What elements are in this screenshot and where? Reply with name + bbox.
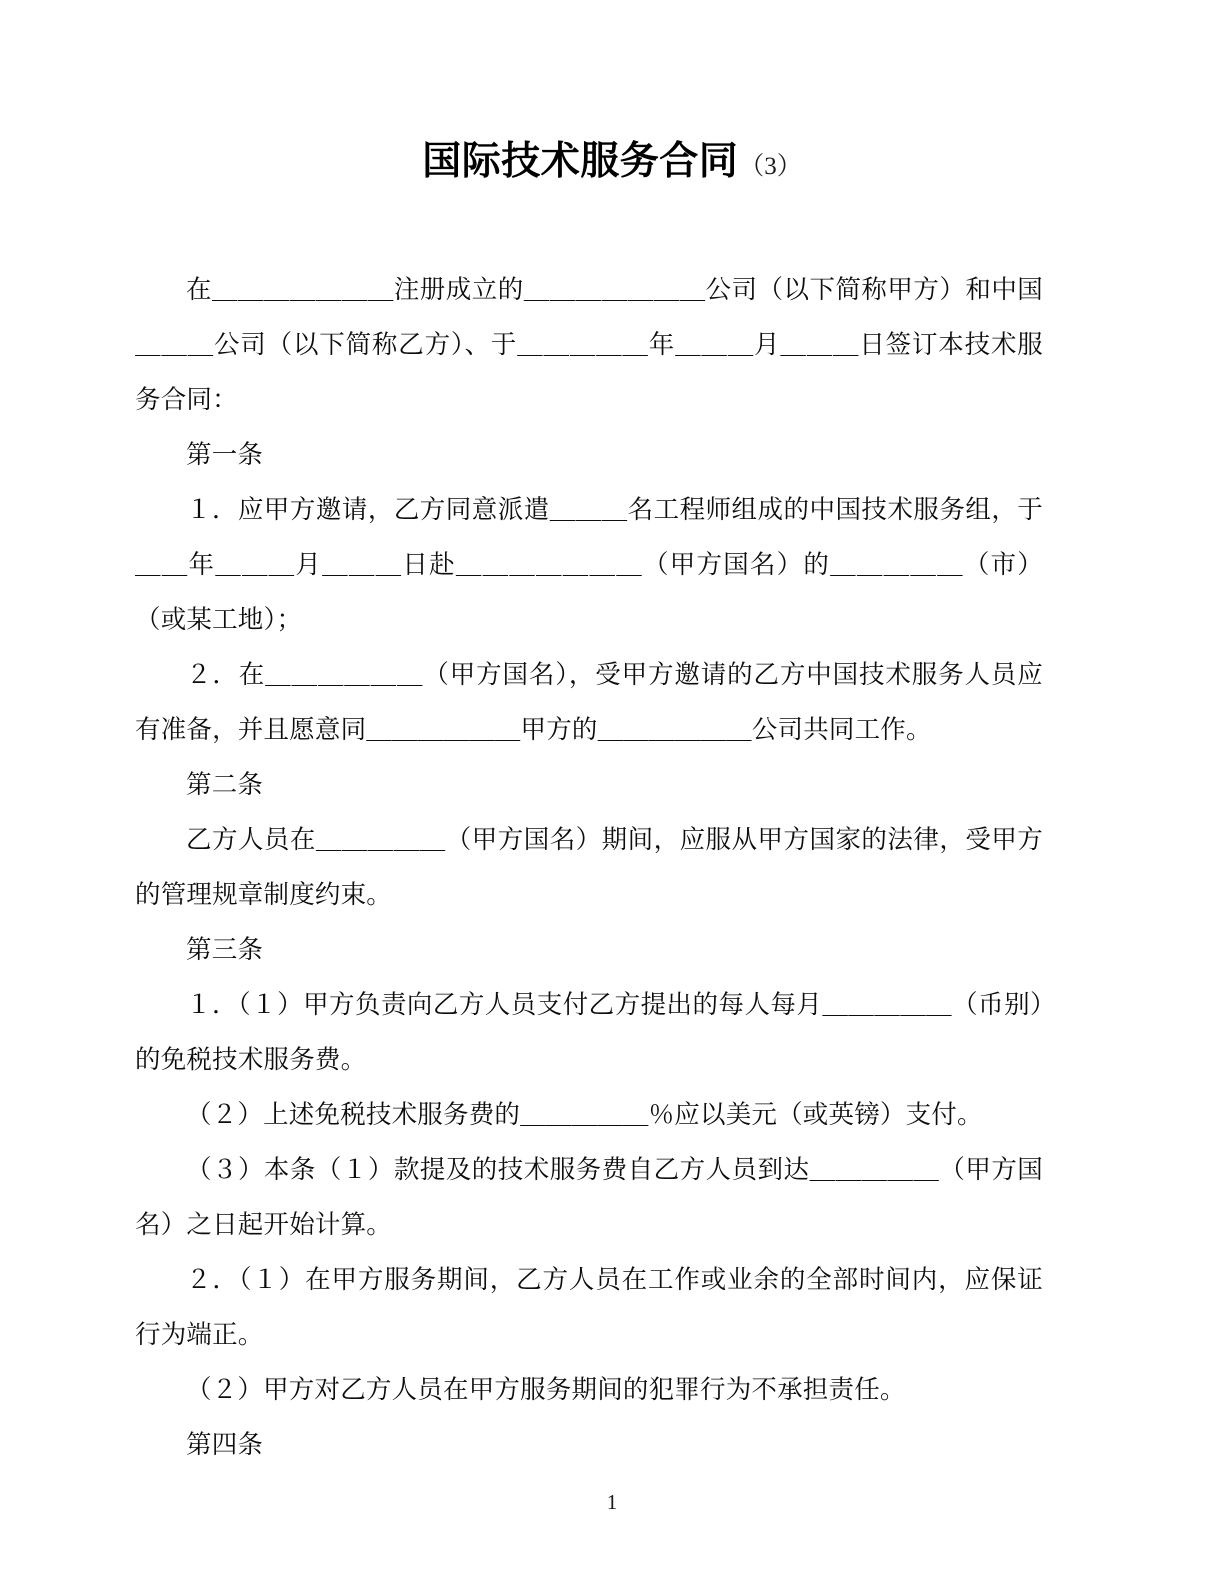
paragraph-article-3-item-2-1: ２．（１）在甲方服务期间，乙方人员在工作或业余的全部时间内，应保证行为端正。 xyxy=(135,1265,1043,1349)
paragraph-article-3-item-1-2: （２）上述免税技术服务费的＿＿＿＿＿％应以美元（或英镑）支付。 xyxy=(186,1100,983,1129)
paragraph-article-3-item-1-1: １．（１）甲方负责向乙方人员支付乙方提出的每人每月＿＿＿＿＿（币别）的免税技术服务费。 xyxy=(135,990,1043,1074)
paragraph-article-3-item-2-2: （２）甲方对乙方人员在甲方服务期间的犯罪行为不承担责任。 xyxy=(186,1375,906,1404)
paragraph-article-1-heading: 第一条 xyxy=(186,440,264,469)
paragraph-article-2-body: 乙方人员在＿＿＿＿＿（甲方国名）期间，应服从甲方国家的法律，受甲方的管理规章制度约束。 xyxy=(135,825,1043,909)
paragraph-article-3-item-1-3: （３）本条（１）款提及的技术服务费自乙方人员到达＿＿＿＿＿（甲方国名）之日起开始计算。 xyxy=(135,1155,1043,1239)
document-body xyxy=(135,262,1043,1472)
page-title-main: 国际技术服务合同 xyxy=(422,139,739,184)
paragraph-article-1-item-1: １．应甲方邀请，乙方同意派遣＿＿＿名工程师组成的中国技术服务组，于＿＿年＿＿＿月＿＿＿日赴＿＿＿＿＿＿＿（甲方国名）的＿＿＿＿＿（市）（或某工地）； xyxy=(135,495,1043,634)
page-title xyxy=(0,139,1224,184)
page-number: 1 xyxy=(606,1490,618,1514)
paragraph-article-3-heading: 第三条 xyxy=(186,935,264,964)
page-title-suffix: （3） xyxy=(739,153,802,180)
paragraph-article-2-heading: 第二条 xyxy=(186,770,264,799)
paragraph-preamble: 在＿＿＿＿＿＿＿注册成立的＿＿＿＿＿＿＿公司（以下简称甲方）和中国＿＿＿公司（以下简称乙方）、于＿＿＿＿＿年＿＿＿月＿＿＿日签订本技术服务合同： xyxy=(135,275,1043,414)
paragraph-article-1-item-2: ２．在＿＿＿＿＿＿（甲方国名），受甲方邀请的乙方中国技术服务人员应有准备，并且愿意同＿＿＿＿＿＿甲方的＿＿＿＿＿＿公司共同工作。 xyxy=(135,660,1043,744)
paragraph-article-4-heading: 第四条 xyxy=(186,1430,264,1459)
